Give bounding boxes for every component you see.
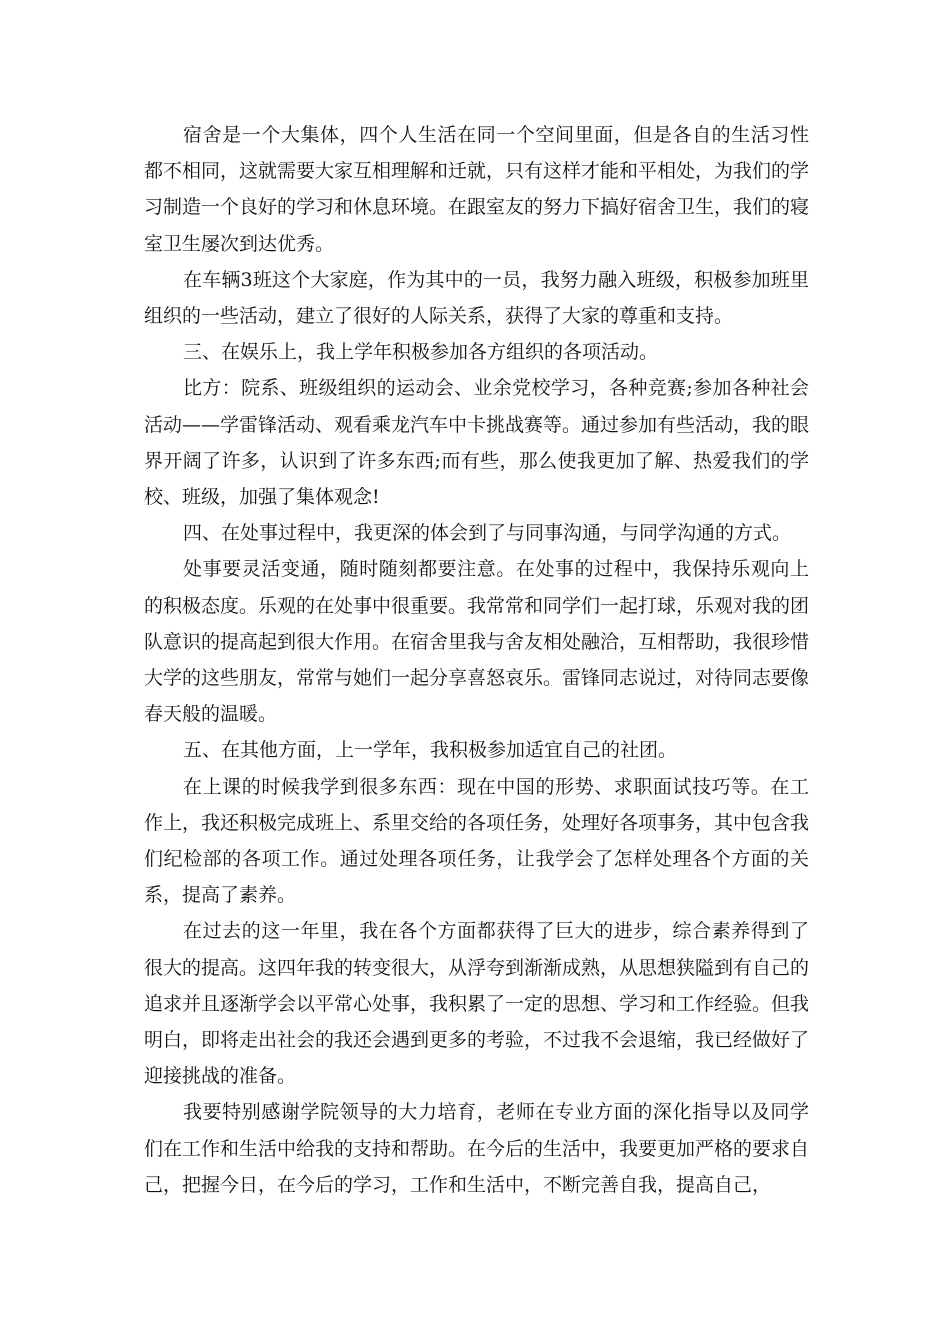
paragraph-acknowledgement: 我要特别感谢学院领导的大力培育，老师在专业方面的深化指导以及同学们在工作和生活中给我的支持和帮助。在今后的生活中，我要更加严格的要求自己，把握今日，在今后的学习，工作和生活中，不断完善自我，提高自己， [144, 1101, 810, 1196]
document-body [144, 117, 809, 1203]
paragraph-coursework: 在上课的时候我学到很多东西：现在中国的形势、求职面试技巧等。在工作上，我还积极完成班上、系里交给的各项任务，处理好各项事务，其中包含我们纪检部的各项工作。通过处理各项任务，让我学会了怎样处理各个方面的关系，提高了素养。 [144, 775, 810, 907]
paragraph-class-family: 在车辆3班这个大家庭，作为其中的一员，我努力融入班级，积极参加班里组织的一些活动，建立了很好的人际关系，获得了大家的尊重和支持。 [144, 268, 809, 328]
paragraph-section-four: 四、在处事过程中，我更深的体会到了与同事沟通，与同学沟通的方式。 [183, 522, 792, 545]
paragraph-year-summary: 在过去的这一年里，我在各个方面都获得了巨大的进步，综合素养得到了很大的提高。这四年我的转变很大，从浮夸到渐渐成熟，从思想狭隘到有自己的追求并且逐渐学会以平常心处事，我积累了一定的思想、学习和工作经验。但我明白，即将走出社会的我还会遇到更多的考验，不过我不会退缩，我已经做好了迎接挑战的准备。 [144, 920, 810, 1088]
paragraph-dormitory: 宿舍是一个大集体，四个人生活在同一个空间里面，但是各自的生活习性都不相同，这就需要大家互相理解和迁就，只有这样才能和平相处，为我们的学习制造一个良好的学习和休息环境。在跟室友的努力下搞好宿舍卫生，我们的寝室卫生屡次到达优秀。 [144, 124, 810, 255]
paragraph-handling-affairs: 处事要灵活变通，随时随刻都要注意。在处事的过程中，我保持乐观向上的积极态度。乐观的在处事中很重要。我常常和同学们一起打球，乐观对我的团队意识的提高起到很大作用。在宿舍里我与舍友相处融洽，互相帮助，我很珍惜大学的这些朋友，常常与她们一起分享喜怒哀乐。雷锋同志说过，对待同志要像春天般的温暖。 [144, 558, 810, 726]
paragraph-section-three: 三、在娱乐上，我上学年积极参加各方组织的各项活动。 [183, 341, 659, 364]
paragraph-section-five: 五、在其他方面，上一学年，我积极参加适宜自己的社团。 [183, 739, 678, 762]
paragraph-activities: 比方：院系、班级组织的运动会、业余党校学习，各种竞赛;参加各种社会活动——学雷锋活动、观看乘龙汽车中卡挑战赛等。通过参加有些活动，我的眼界开阔了许多，认识到了许多东西;而有些，那么使我更加了解、热爱我们的学校、班级，加强了集体观念! [144, 377, 810, 509]
